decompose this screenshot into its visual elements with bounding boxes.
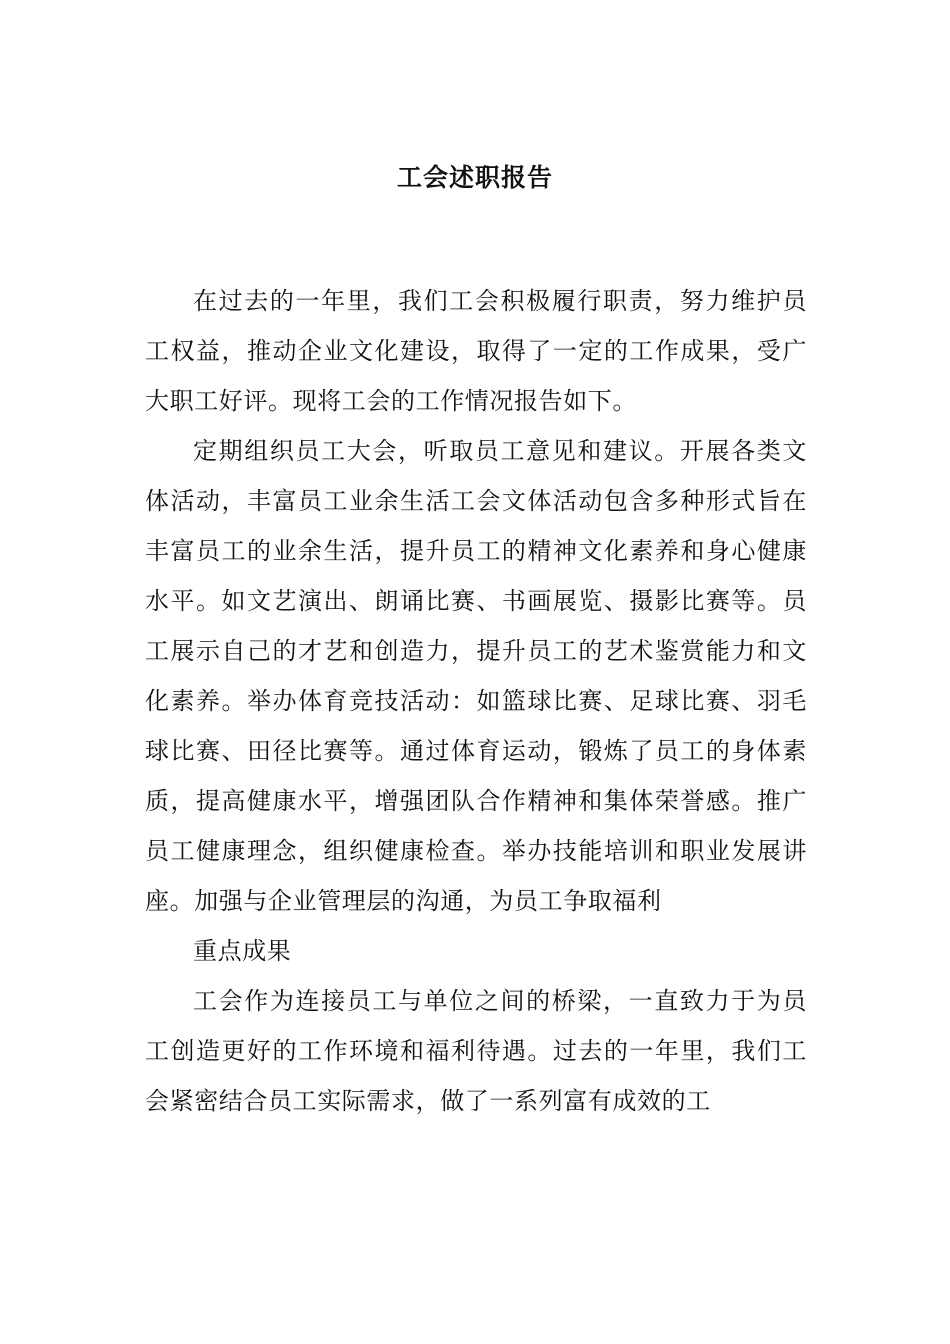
paragraph-intro: 在过去的一年里，我们工会积极履行职责，努力维护员工权益，推动企业文化建设，取得了一定的工作成果，受广大职工好评。现将工会的工作情况报告如下。 — [145, 287, 807, 415]
document-title: 工会述职报告 — [396, 163, 553, 192]
document-body — [145, 276, 807, 1126]
paragraph-activities: 定期组织员工大会，听取员工意见和建议。开展各类文体活动，丰富员工业余生活工会文体活动包含多种形式旨在丰富员工的业余生活，提升员工的精神文化素养和身心健康水平。如文艺演出、朗诵比赛、书画展览、摄影比赛等。员工展示自己的才艺和创造力，提升员工的艺术鉴赏能力和文化素养。举办体育竞技活动：如篮球比赛、足球比赛、羽毛球比赛、田径比赛等。通过体育运动，锻炼了员工的身体素质，提高健康水平，增强团队合作精神和集体荣誉感。推广员工健康理念，组织健康检查。举办技能培训和职业发展讲座。加强与企业管理层的沟通，为员工争取福利 — [145, 437, 807, 915]
section-heading-key-results: 重点成果 — [193, 937, 292, 965]
paragraph-key-results: 工会作为连接员工与单位之间的桥梁，一直致力于为员工创造更好的工作环境和福利待遇。过去的一年里，我们工会紧密结合员工实际需求，做了一系列富有成效的工 — [145, 987, 807, 1115]
